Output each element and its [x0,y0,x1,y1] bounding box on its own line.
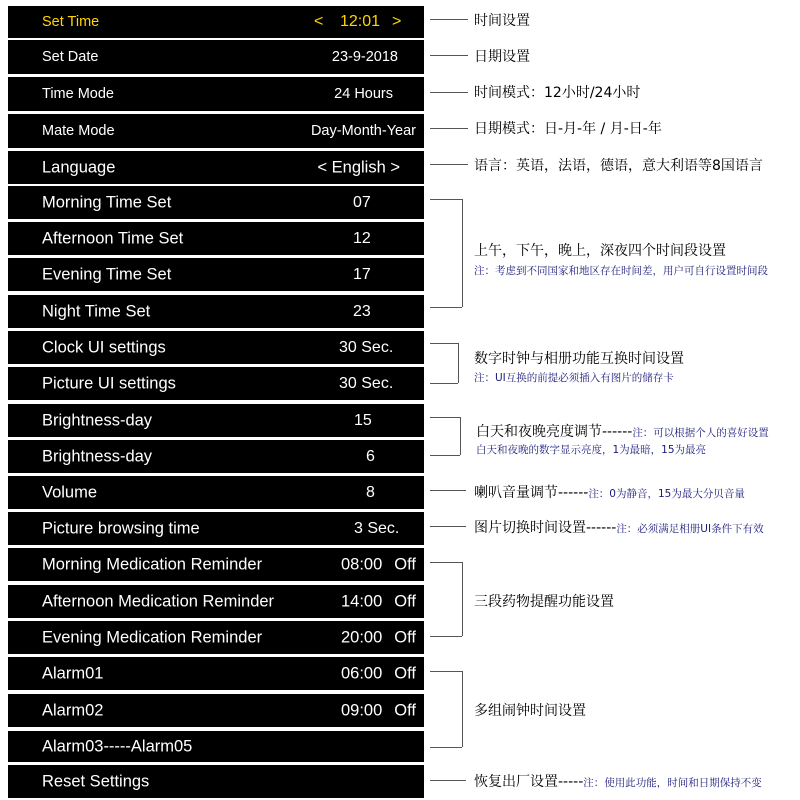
morning-medication-state[interactable]: Off [394,555,416,573]
evening-medication-time: 20:00 [340,628,383,646]
connector-picture [430,526,466,527]
bracket-alarms-side [462,671,463,747]
set-time-value: 12:01 [340,13,381,30]
bracket-medication-bottom [430,636,462,637]
alarm01-label: Alarm01 [42,664,104,682]
bracket-alarms-top [430,671,462,672]
note-brightness [476,421,769,441]
set-date-value: 23-9-2018 [331,49,398,65]
afternoon-medication-value [341,592,416,611]
alarm03-05-label: Alarm03-----Alarm05 [42,737,193,755]
note-picture-main: 图片切换时间设置------ [474,520,617,536]
set-time-left-arrow[interactable]: < [314,13,324,30]
note-brightness-sub: 白天和夜晚的数字显示亮度，1为最暗，15为最亮 [476,444,707,456]
connector-volume [430,490,466,491]
afternoon-time-label: Afternoon Time Set [42,229,184,247]
note-ui: 数字时钟与相册功能互换时间设置 [474,351,684,367]
menu-row-alarm03-05[interactable] [8,731,424,762]
note-medication: 三段药物提醒功能设置 [474,594,614,610]
bracket-ui-bottom [430,383,458,384]
afternoon-medication-label: Afternoon Medication Reminder [42,592,275,610]
menu-row-alarm02[interactable] [8,694,424,727]
note-brightness-main: 白天和夜晚亮度调节------ [476,424,633,440]
morning-medication-label: Morning Medication Reminder [42,555,263,573]
morning-time-value: 07 [353,193,371,211]
menu-row-time-mode[interactable] [8,77,424,111]
evening-medication-value [341,628,416,647]
reset-settings-label: Reset Settings [42,772,150,790]
note-time-mode: 时间模式：12小时/24小时 [474,85,641,101]
note-periods: 上午，下午，晚上，深夜四个时间段设置 [474,243,726,259]
menu-row-afternoon-medication[interactable] [8,585,424,618]
connector-date-mode [430,128,468,129]
annotation-panel [430,0,800,800]
menu-row-clock-ui[interactable] [8,331,424,364]
mate-mode-label: Mate Mode [42,123,115,139]
menu-row-reset-settings[interactable] [8,765,424,798]
afternoon-medication-state[interactable]: Off [394,592,416,610]
time-mode-label: Time Mode [42,86,114,102]
menu-row-night-time[interactable] [8,295,424,328]
picture-browsing-value: 3 Sec. [354,519,400,537]
set-time-right-arrow[interactable]: > [392,13,402,30]
menu-row-volume[interactable] [8,476,424,509]
bracket-medication-side [462,562,463,636]
mate-mode-value: Day-Month-Year [310,123,416,139]
menu-row-alarm01[interactable] [8,657,424,690]
morning-medication-time: 08:00 [340,555,383,573]
evening-time-value: 17 [353,265,371,283]
bracket-brightness-top [430,417,460,418]
evening-time-label: Evening Time Set [42,265,172,283]
bracket-ui-side [458,343,459,383]
note-ui-sub: 注：UI互换的前提必须插入有图片的储存卡 [474,372,674,384]
alarm02-label: Alarm02 [42,701,104,719]
alarm02-state[interactable]: Off [394,701,416,719]
note-language: 语言：英语，法语，德语，意大利语等8国语言 [474,158,763,174]
note-date-mode: 日期模式：日-月-年 / 月-日-年 [474,121,662,137]
note-time-setting: 时间设置 [474,13,530,29]
note-reset-inline: 注：使用此功能，时间和日期保持不变 [583,777,762,789]
alarm02-value [341,701,416,720]
brightness-day-2-label: Brightness-day [42,447,153,465]
menu-row-morning-medication[interactable] [8,548,424,581]
bracket-ui-top [430,343,458,344]
note-volume-inline: 注：0为静音，15为最大分贝音量 [588,488,745,500]
menu-row-evening-time[interactable] [8,258,424,291]
connector-reset [430,780,466,781]
time-mode-value: 24 Hours [334,86,393,102]
afternoon-time-value: 12 [353,229,371,247]
evening-medication-state[interactable]: Off [394,628,416,646]
note-periods-sub: 注：考虑到不同国家和地区存在时间差，用户可自行设置时间段 [474,265,768,277]
connector-time [430,19,468,20]
bracket-brightness-bottom [430,455,460,456]
note-brightness-inline: 注：可以根据个人的喜好设置 [632,427,769,439]
note-date-setting: 日期设置 [474,49,530,65]
note-picture [474,517,764,537]
menu-row-brightness-day-1[interactable] [8,404,424,437]
brightness-day-1-value: 15 [354,411,372,429]
note-reset [474,771,762,791]
alarm01-time: 06:00 [340,664,383,682]
alarm01-state[interactable]: Off [394,664,416,682]
alarm02-time: 09:00 [340,701,383,719]
bracket-periods-side [462,199,463,307]
morning-medication-value [341,555,416,574]
language-value[interactable]: < English > [317,158,400,176]
morning-time-label: Morning Time Set [42,193,172,211]
brightness-day-2-value: 6 [366,447,375,465]
menu-row-set-date[interactable] [8,40,424,74]
note-alarms: 多组闹钟时间设置 [474,703,586,719]
set-date-label: Set Date [42,49,99,65]
menu-row-evening-medication[interactable] [8,621,424,654]
menu-row-picture-browsing[interactable] [8,512,424,545]
language-label: Language [42,158,116,176]
bracket-brightness-side [460,417,461,455]
note-picture-inline: 注：必须满足相册UI条件下有效 [616,523,764,535]
clock-ui-value: 30 Sec. [339,338,394,356]
volume-value: 8 [366,483,375,501]
connector-date [430,55,468,56]
picture-ui-label: Picture UI settings [42,374,176,392]
menu-row-picture-ui[interactable] [8,367,424,400]
night-time-label: Night Time Set [42,302,151,320]
menu-row-brightness-day-2[interactable] [8,440,424,473]
clock-ui-label: Clock UI settings [42,338,166,356]
connector-language [430,164,468,165]
connector-time-mode [430,92,468,93]
menu-row-afternoon-time[interactable] [8,222,424,255]
menu-row-set-time[interactable] [8,6,424,38]
picture-browsing-label: Picture browsing time [42,519,200,537]
afternoon-medication-time: 14:00 [340,592,383,610]
bracket-medication-top [430,562,462,563]
note-reset-main: 恢复出厂设置----- [474,774,584,790]
menu-row-mate-mode[interactable] [8,114,424,148]
bracket-periods-bottom [430,307,462,308]
note-volume [474,482,745,502]
note-volume-main: 喇叭音量调节------ [474,485,589,501]
picture-ui-value: 30 Sec. [339,374,394,392]
volume-label: Volume [42,483,98,501]
menu-row-morning-time[interactable] [8,186,424,219]
menu-row-language[interactable] [8,151,424,184]
set-time-label: Set Time [42,14,100,30]
brightness-day-1-label: Brightness-day [42,411,153,429]
bracket-periods-top [430,199,462,200]
bracket-alarms-bottom [430,747,462,748]
evening-medication-label: Evening Medication Reminder [42,628,263,646]
alarm01-value [341,664,416,683]
night-time-value: 23 [353,302,371,320]
